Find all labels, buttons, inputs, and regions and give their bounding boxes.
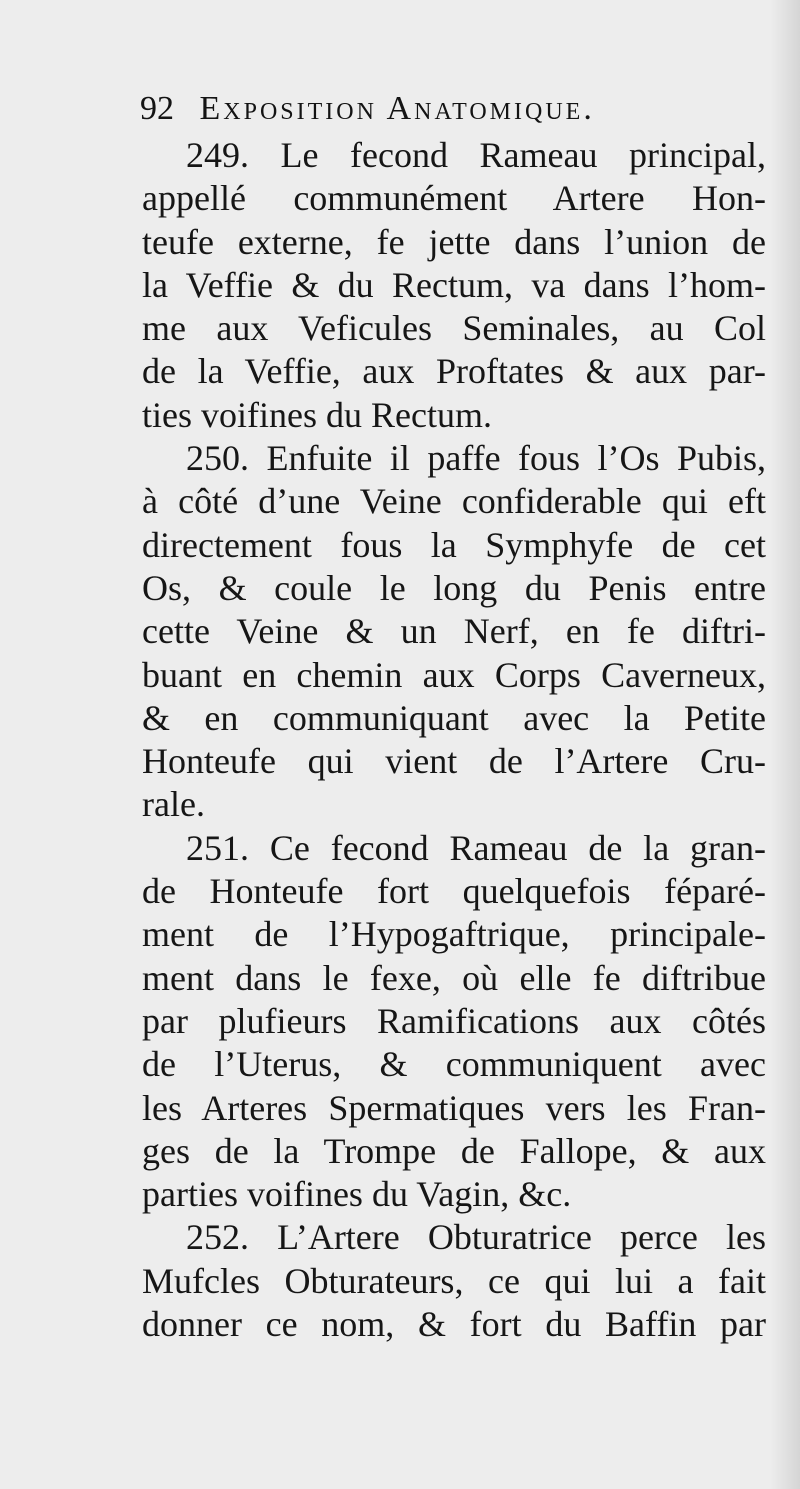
text-line: de Honteufe fort quelquefois féparé- (142, 871, 766, 912)
text-line: buant en chemin aux Corps Caverneux, (142, 654, 766, 695)
text-line: Os, & coule le long du Penis entre (142, 567, 766, 608)
text-line: ment de l’Hypogaftrique, principale- (142, 914, 766, 955)
text-line: à côté d’une Veine confiderable qui eft (142, 481, 766, 522)
text-line: directement fous la Symphyfe de cet (142, 524, 766, 565)
text-line: 250. Enfuite il paffe fous l’Os Pubis, (186, 438, 766, 479)
text-line: Mufcles Obturateurs, ce qui lui a fait (142, 1260, 766, 1301)
text-line: la Veffie & du Rectum, va dans l’hom- (142, 264, 766, 305)
text-line: 251. Ce fecond Rameau de la gran- (186, 827, 766, 868)
text-line: ties voifines du Rectum. (142, 394, 492, 435)
text-line: de l’Uterus, & communiquent avec (142, 1044, 766, 1085)
running-title: Exposition Anatomique. (199, 90, 595, 127)
text-line: appellé communément Artere Hon- (142, 178, 766, 219)
text-line: ment dans le fexe, où elle fe diftribue (142, 957, 766, 998)
text-line: de la Veffie, aux Proftates & aux par- (142, 351, 766, 392)
text-line: parties voifines du Vagin, &c. (142, 1174, 572, 1215)
text-line: donner ce nom, & fort du Baffin par (142, 1304, 766, 1345)
page-number: 92 (140, 90, 174, 127)
text-line: rale. (142, 784, 205, 825)
text-line: par plufieurs Ramifications aux côtés (142, 1000, 766, 1041)
paragraph-250 (142, 437, 766, 827)
text-line: & en communiquant avec la Petite (142, 697, 766, 738)
text-line: 252. L’Artere Obturatrice perce les (186, 1217, 766, 1258)
text-line: teufe externe, fe jette dans l’union de (142, 221, 766, 262)
text-line: Honteufe qui vient de l’Artere Cru- (142, 741, 766, 782)
text-line: ges de la Trompe de Fallope, & aux (142, 1130, 766, 1171)
paragraph-251 (142, 827, 766, 1217)
text-line: les Arteres Spermatiques vers les Fran- (142, 1087, 766, 1128)
text-line: cette Veine & un Nerf, en fe diftri- (142, 611, 766, 652)
running-header (140, 90, 770, 134)
paragraph-252 (142, 1216, 766, 1346)
paragraph-249 (142, 134, 766, 437)
page-body (142, 134, 766, 1346)
text-line: 249. Le fecond Rameau principal, (186, 135, 766, 175)
text-line: me aux Veficules Seminales, au Col (142, 308, 766, 349)
